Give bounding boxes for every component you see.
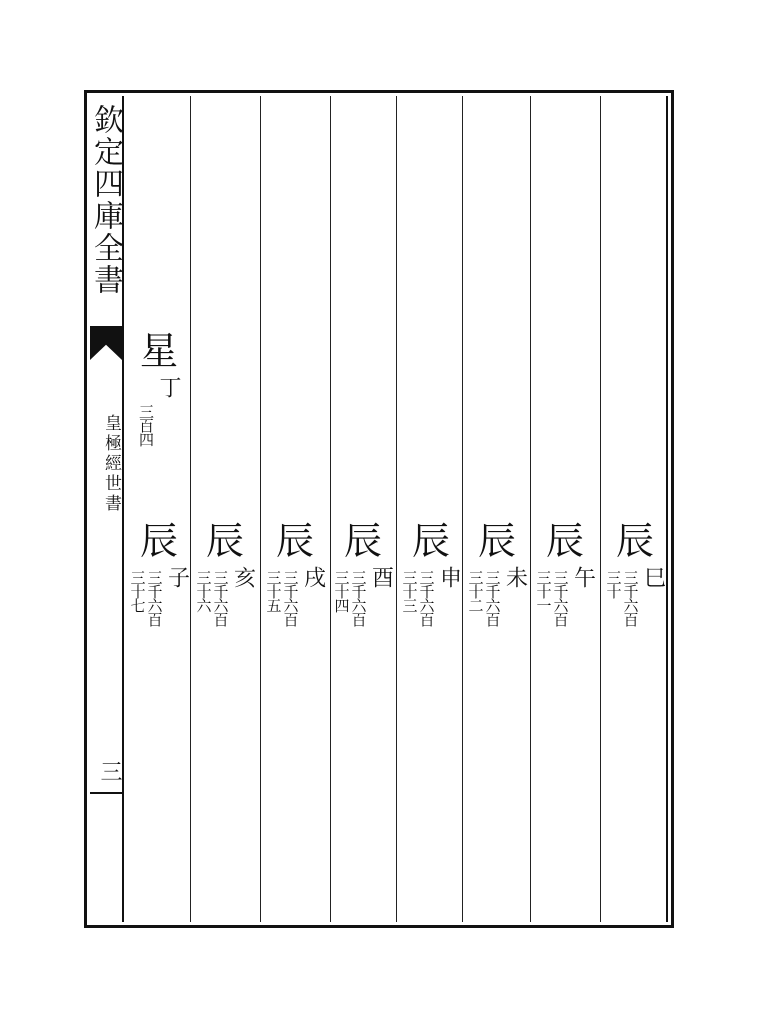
note-left: 三十六 bbox=[194, 570, 213, 612]
note-left: 三十二 bbox=[466, 570, 485, 612]
note-right: 三千六百 bbox=[145, 570, 164, 626]
text-column bbox=[532, 520, 598, 626]
column-main-char: 辰 bbox=[615, 519, 654, 563]
note-left: 三十一 bbox=[534, 570, 553, 612]
note-right: 三千六百 bbox=[349, 570, 368, 626]
column-sub-char: 丁 bbox=[156, 376, 181, 398]
column-sub-char: 午 bbox=[570, 566, 596, 588]
note-right: 三千六百 bbox=[483, 570, 502, 626]
note-right: 三千六百 bbox=[211, 570, 230, 626]
column-main-char: 辰 bbox=[477, 519, 516, 563]
text-column bbox=[330, 520, 396, 626]
column-sub-char: 亥 bbox=[230, 566, 256, 588]
column-sub-char: 酉 bbox=[368, 566, 394, 588]
column-main-char: 辰 bbox=[139, 519, 178, 563]
column-note bbox=[334, 570, 367, 626]
margin-title: 欽定四庫全書 bbox=[88, 104, 123, 296]
column-sub-char: 子 bbox=[164, 566, 190, 588]
column-main-char: 辰 bbox=[411, 519, 450, 563]
column-note bbox=[468, 570, 501, 626]
column-rule bbox=[396, 96, 397, 922]
text-column bbox=[464, 520, 530, 626]
column-note bbox=[266, 570, 299, 626]
column-main-char: 辰 bbox=[205, 519, 244, 563]
column-note bbox=[138, 404, 154, 446]
note-right: 三百四 bbox=[137, 404, 155, 446]
column-note bbox=[402, 570, 435, 626]
note-left: 三十五 bbox=[264, 570, 283, 612]
column-main-char: 星 bbox=[139, 329, 178, 373]
column-note bbox=[130, 570, 163, 626]
margin-book-title: 皇極經世書 bbox=[101, 414, 121, 514]
text-column bbox=[126, 520, 192, 626]
column-rule bbox=[260, 96, 261, 922]
column-sub-char: 戌 bbox=[300, 566, 326, 588]
margin-page-number: 三 bbox=[97, 760, 122, 782]
column-note bbox=[196, 570, 229, 626]
note-right: 三千六百 bbox=[417, 570, 436, 626]
column-sub-char: 申 bbox=[436, 566, 462, 588]
column-rule bbox=[190, 96, 191, 922]
note-left: 三十 bbox=[604, 570, 623, 598]
column-main-char: 辰 bbox=[545, 519, 584, 563]
column-rule bbox=[530, 96, 531, 922]
text-column bbox=[192, 520, 258, 626]
text-column bbox=[126, 330, 192, 446]
note-left: 三十四 bbox=[332, 570, 351, 612]
column-main-char: 辰 bbox=[275, 519, 314, 563]
column-rule bbox=[330, 96, 331, 922]
column-sub-char: 巳 bbox=[640, 566, 666, 588]
column-main-char: 辰 bbox=[343, 519, 382, 563]
note-right: 三千六百 bbox=[621, 570, 640, 626]
note-right: 三千六百 bbox=[551, 570, 570, 626]
column-rule bbox=[600, 96, 601, 922]
column-note bbox=[536, 570, 569, 626]
text-column bbox=[262, 520, 328, 626]
text-column bbox=[398, 520, 464, 626]
text-block-border bbox=[122, 96, 668, 922]
column-note bbox=[606, 570, 639, 626]
note-left: 三十三 bbox=[400, 570, 419, 612]
column-sub-char: 未 bbox=[502, 566, 528, 588]
margin-rule bbox=[90, 792, 122, 794]
column-rule bbox=[462, 96, 463, 922]
text-column bbox=[602, 520, 668, 626]
note-left: 三十七 bbox=[128, 570, 147, 612]
note-right: 三千六百 bbox=[281, 570, 300, 626]
